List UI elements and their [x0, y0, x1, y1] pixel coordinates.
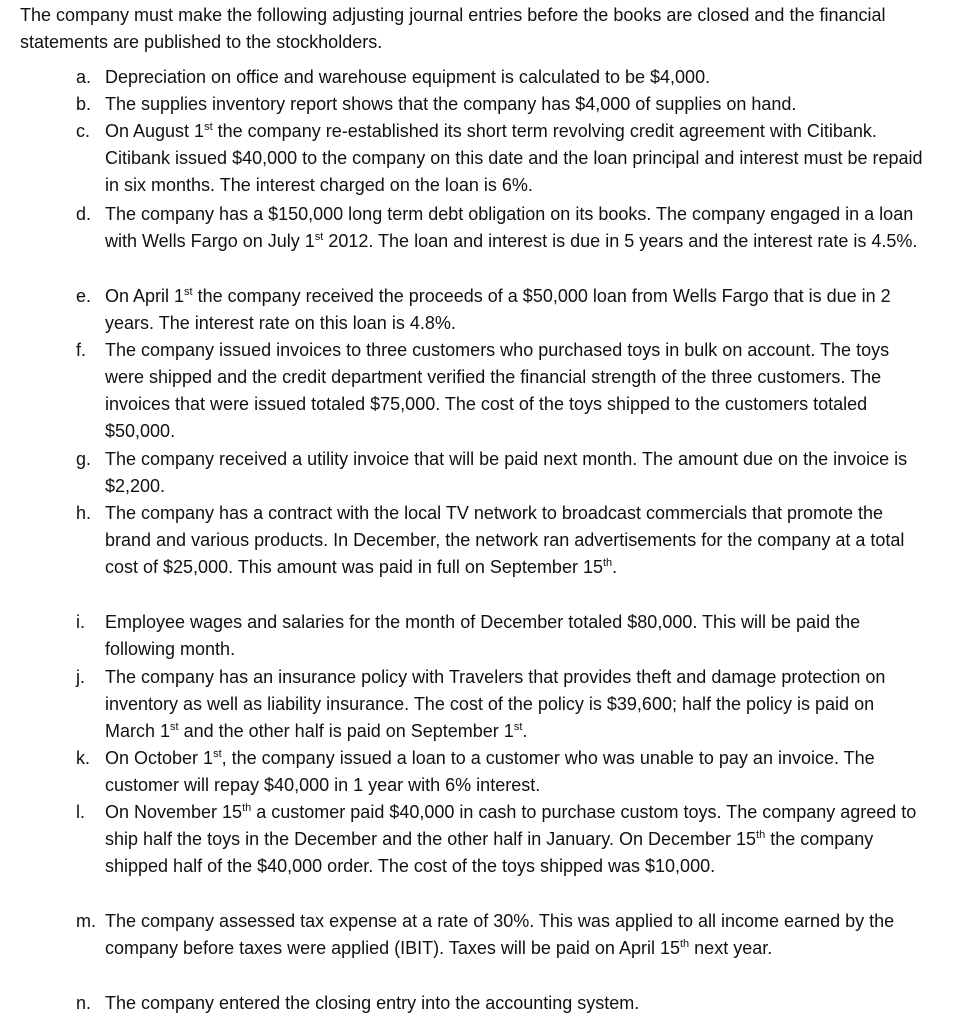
list-item	[76, 990, 926, 1017]
list-item	[76, 799, 926, 880]
list-item	[76, 91, 926, 118]
text-run: The company received a utility invoice that will be paid next month. The amount due on the invoice is $2,200.	[105, 449, 908, 496]
item-text	[105, 64, 926, 91]
item-letter: b.	[76, 94, 92, 114]
text-run: the company received the proceeds of a $50,000 loan from Wells Fargo that is due in 2 years. The interest rate on this loan is 4.8%.	[105, 286, 891, 333]
list-item	[76, 201, 926, 255]
item-letter: n.	[76, 993, 92, 1013]
item-text	[105, 91, 926, 118]
ordinal-suffix: th	[602, 557, 613, 569]
text-run: Employee wages and salaries for the month of December totaled $80,000. This will be paid the following month.	[105, 612, 861, 659]
item-letter: c.	[76, 121, 91, 141]
item-text	[105, 283, 926, 337]
text-run: On August 1	[105, 121, 205, 141]
item-text	[105, 799, 926, 880]
text-run: The company has an insurance policy with Travelers that provides theft and damage protection on inventory as well as liability insurance. The cost of the policy is $39,600; half the policy is paid on March 1	[105, 667, 886, 741]
item-letter: h.	[76, 503, 92, 523]
text-run: , the company issued a loan to a customer who was unable to pay an invoice. The customer will repay $40,000 in 1 year with 6% interest.	[105, 748, 875, 795]
list-item	[76, 609, 926, 663]
item-letter: g.	[76, 449, 92, 469]
ordinal-suffix: st	[184, 286, 193, 298]
item-letter: d.	[76, 204, 92, 224]
list-item	[76, 118, 926, 199]
text-run: On November 15	[105, 802, 243, 822]
list-item	[76, 664, 926, 745]
list-item	[76, 745, 926, 799]
text-run: The company entered the closing entry into the accounting system.	[105, 993, 640, 1013]
ordinal-suffix: th	[242, 802, 252, 814]
text-run: The company issued invoices to three customers who purchased toys in bulk on account. The toys were shipped and the credit department verified the financial strength of the three customers. The invoices that were issued totaled $75,000. The cost of the toys shipped to the customers totaled $50,000.	[105, 340, 890, 441]
item-text	[105, 745, 926, 799]
item-letter: k.	[76, 748, 91, 768]
text-run: .	[522, 721, 528, 741]
ordinal-suffix: th	[756, 829, 766, 841]
text-run: the company re-established its short term revolving credit agreement with Citibank. Citibank issued $40,000 to the company on this date and the loan principal and interest must be repaid in six months. The interest charged on the loan is 6%.	[105, 121, 923, 195]
list-item	[76, 337, 926, 445]
text-run: the company shipped half of the $40,000 order. The cost of the toys shipped was $10,000.	[105, 829, 874, 876]
item-letter: l.	[76, 802, 85, 822]
item-text	[105, 118, 926, 199]
item-letter: f.	[76, 340, 87, 360]
item-letter: m.	[76, 911, 96, 931]
item-letter: i.	[76, 612, 85, 632]
item-letter: j.	[76, 667, 85, 687]
text-run: a customer paid $40,000 in cash to purchase custom toys. The company agreed to ship half the toys in the December and the other half in January. On December 15	[105, 802, 917, 849]
text-run: .	[612, 557, 618, 577]
item-letter: a.	[76, 67, 92, 87]
list-item	[76, 64, 926, 91]
item-text	[105, 201, 926, 255]
ordinal-suffix: st	[314, 231, 324, 243]
item-letter: e.	[76, 286, 92, 306]
text-run: next year.	[689, 938, 773, 958]
list-item	[76, 446, 926, 500]
intro-paragraph: The company must make the following adjusting journal entries before the books are closed and the financial statements are published to the stockholders.	[20, 5, 886, 52]
list-item	[76, 908, 926, 962]
text-run: The company has a $150,000 long term debt obligation on its books. The company engaged in a loan with Wells Fargo on July 1	[105, 204, 914, 251]
list-item	[76, 500, 926, 581]
text-run: and the other half is paid on September 1	[178, 721, 514, 741]
ordinal-suffix: st	[204, 121, 213, 133]
text-run: The company has a contract with the local TV network to broadcast commercials that promote the brand and various products. In December, the network ran advertisements for the company at a total cost of $25,000. This amount was paid in full on September 15	[105, 503, 905, 577]
item-text	[105, 500, 926, 581]
text-run: 2012. The loan and interest is due in 5 years and the interest rate is 4.5%.	[323, 231, 918, 251]
item-text	[105, 446, 926, 500]
ordinal-suffix: th	[679, 938, 690, 950]
item-text	[105, 908, 926, 962]
ordinal-suffix: st	[213, 748, 222, 760]
text-run: The company assessed tax expense at a rate of 30%. This was applied to all income earned by the company before taxes were applied (IBIT). Taxes will be paid on April 15	[105, 911, 895, 958]
ordinal-suffix: st	[170, 721, 179, 733]
item-text	[105, 990, 926, 1017]
item-text	[105, 664, 926, 745]
item-text	[105, 337, 926, 445]
item-text	[105, 609, 926, 663]
list-item	[76, 283, 926, 337]
text-run: Depreciation on office and warehouse equipment is calculated to be $4,000.	[105, 67, 711, 87]
ordinal-suffix: st	[513, 721, 523, 733]
text-run: On October 1	[105, 748, 214, 768]
text-run: On April 1	[105, 286, 185, 306]
text-run: The supplies inventory report shows that the company has $4,000 of supplies on hand.	[105, 94, 797, 114]
